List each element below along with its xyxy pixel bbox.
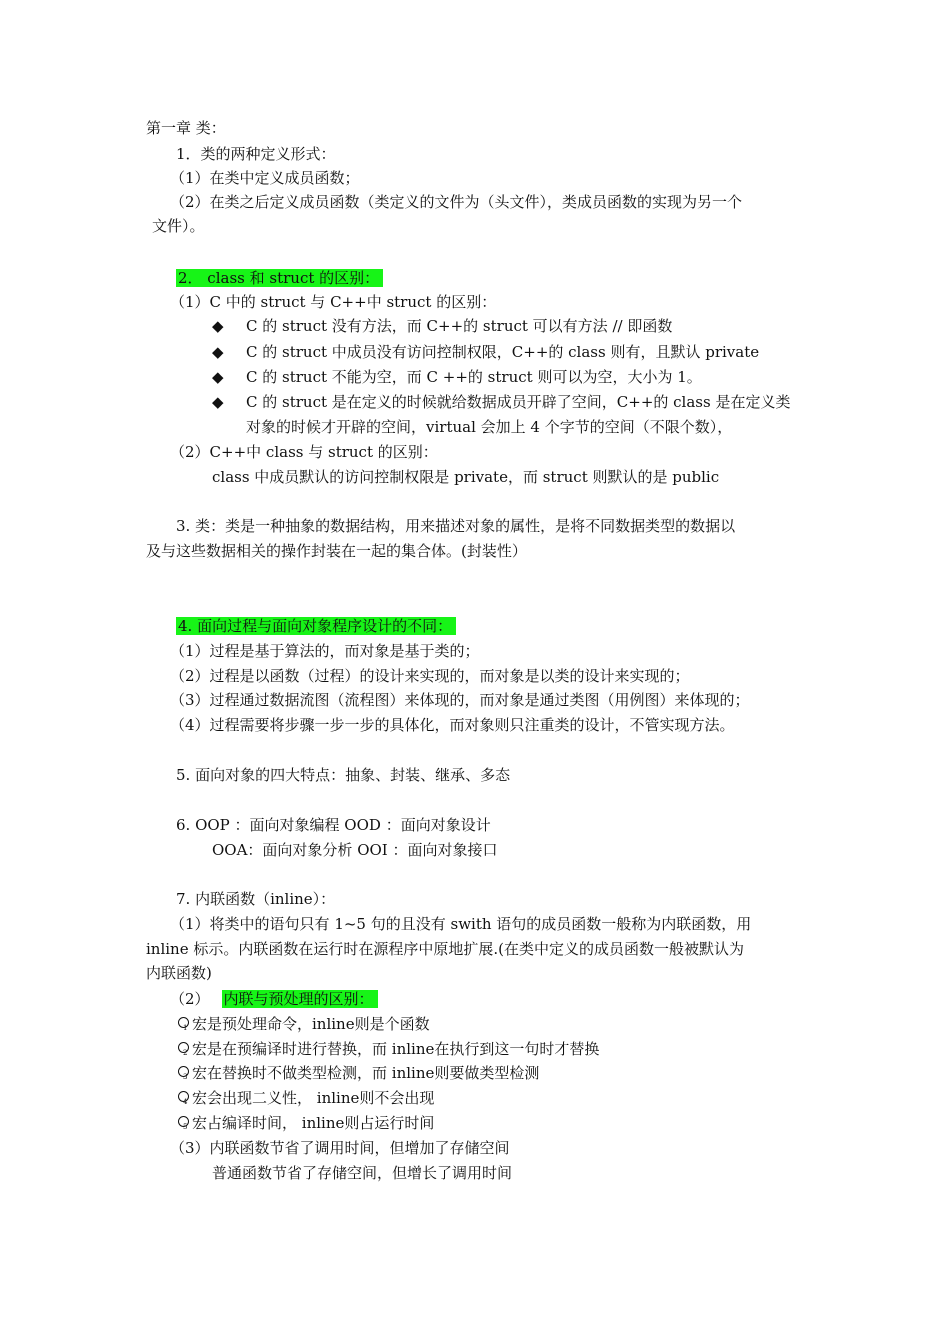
section-4-line: （4）过程需要将步骤一步一步的具体化，而对象则只注重类的设计，不管实现方法。 [170, 716, 735, 734]
section-4-title [176, 616, 456, 636]
diamond-bullet-icon: ◆ [212, 368, 224, 386]
bullet-item-continuation: 对象的时候才开辟的空间，virtual 会加上 4 个字节的空间（不限个数）， [246, 418, 733, 436]
list-item: 3 宏在替换时不做类型检测，而 inline则要做类型检测 [178, 1063, 539, 1083]
bullet-item: ◆ C 的 struct 没有方法，而 C++的 struct 可以有方法 // 即函数 [212, 317, 673, 335]
section-4-line: （1）过程是基于算法的，而对象是基于类的； [170, 642, 480, 660]
numbered-circle-icon: 1 [178, 1014, 192, 1034]
section-1-line-3: 文件）。 [152, 217, 205, 235]
section-3-line-1: 3. 类：类是一种抽象的数据结构，用来描述对象的属性，是将不同数据类型的数据以 [176, 517, 736, 535]
bullet-item: ◆ C 的 struct 不能为空，而 C ++的 struct 则可以为空，大小为 1。 [212, 368, 702, 386]
section-7-para-1b: inline 标示。内联函数在运行时在源程序中原地扩展.(在类中定义的成员函数一般被默认为 [146, 940, 744, 958]
diamond-bullet-icon: ◆ [212, 393, 224, 411]
section-7-para-3b: 普通函数节省了存储空间，但增长了调用时间 [212, 1164, 513, 1182]
section-3-line-2: 及与这些数据相关的操作封装在一起的集合体。(封装性） [146, 542, 527, 560]
section-7-para-1c: 内联函数) [146, 964, 212, 982]
section-5-line: 5. 面向对象的四大特点：抽象、封装、继承、多态 [176, 766, 511, 784]
numbered-circle-icon: 3 [178, 1063, 192, 1083]
section-2-title [176, 268, 383, 288]
section-6-line-1: 6. OOP ：面向对象编程 OOD ：面向对象设计 [176, 816, 491, 834]
diamond-bullet-icon: ◆ [212, 317, 224, 335]
chapter-title: 第一章 类： [146, 119, 226, 137]
bullet-item: ◆ C 的 struct 中成员没有访问控制权限，C++的 class 则有，且默认 private [212, 343, 760, 361]
section-4-line: （3）过程通过数据流图（流程图）来体现的，而对象是通过类图（用例图）来体现的； [170, 691, 750, 709]
diamond-bullet-icon: ◆ [212, 343, 224, 361]
section-1-title: 1．类的两种定义形式： [176, 145, 336, 163]
list-item: 1 宏是预处理命令，inline则是个函数 [178, 1014, 430, 1034]
bullet-item: ◆ C 的 struct 是在定义的时候就给数据成员开辟了空间，C++的 class 是在定义类 [212, 393, 791, 411]
numbered-circle-icon: 5 [178, 1113, 192, 1133]
section-6-line-2: OOA：面向对象分析 OOI ：面向对象接口 [212, 841, 498, 859]
section-7-para-2: （2） 内联与预处理的区别： [170, 989, 378, 1009]
numbered-circle-icon: 4 [178, 1088, 192, 1108]
section-2-highlight: 2． class 和 struct 的区别： [176, 269, 383, 287]
section-2-sub-2: （2）C++中 class 与 struct 的区别： [170, 443, 438, 461]
list-item: 4 宏会出现二义性， inline则不会出现 [178, 1088, 434, 1108]
section-7-highlight: 内联与预处理的区别： [222, 990, 378, 1008]
section-7-para-3a: （3）内联函数节省了调用时间，但增加了存储空间 [170, 1139, 510, 1157]
section-2-sub-1: （1）C 中的 struct 与 C++中 struct 的区别： [170, 293, 497, 311]
section-4-highlight: 4. 面向过程与面向对象程序设计的不同： [176, 617, 456, 635]
section-4-line: （2）过程是以函数（过程）的设计来实现的，而对象是以类的设计来实现的； [170, 667, 690, 685]
section-7-para-1a: （1）将类中的语句只有 1~5 句的且没有 swith 语句的成员函数一般称为内联函数，用 [170, 915, 752, 933]
numbered-circle-icon: 2 [178, 1039, 192, 1059]
list-item: 5 宏占编译时间， inline则占运行时间 [178, 1113, 434, 1133]
section-1-line-2: （2）在类之后定义成员函数（类定义的文件为（头文件），类成员函数的实现为另一个 [170, 193, 743, 211]
section-1-line-1: （1）在类中定义成员函数； [170, 169, 360, 187]
list-item: 2 宏是在预编译时进行替换，而 inline在执行到这一句时才替换 [178, 1039, 599, 1059]
section-2-sub-2-text: class 中成员默认的访问控制权限是 private，而 struct 则默认的是 public [212, 468, 720, 486]
section-7-title: 7. 内联函数（inline）： [176, 890, 336, 908]
